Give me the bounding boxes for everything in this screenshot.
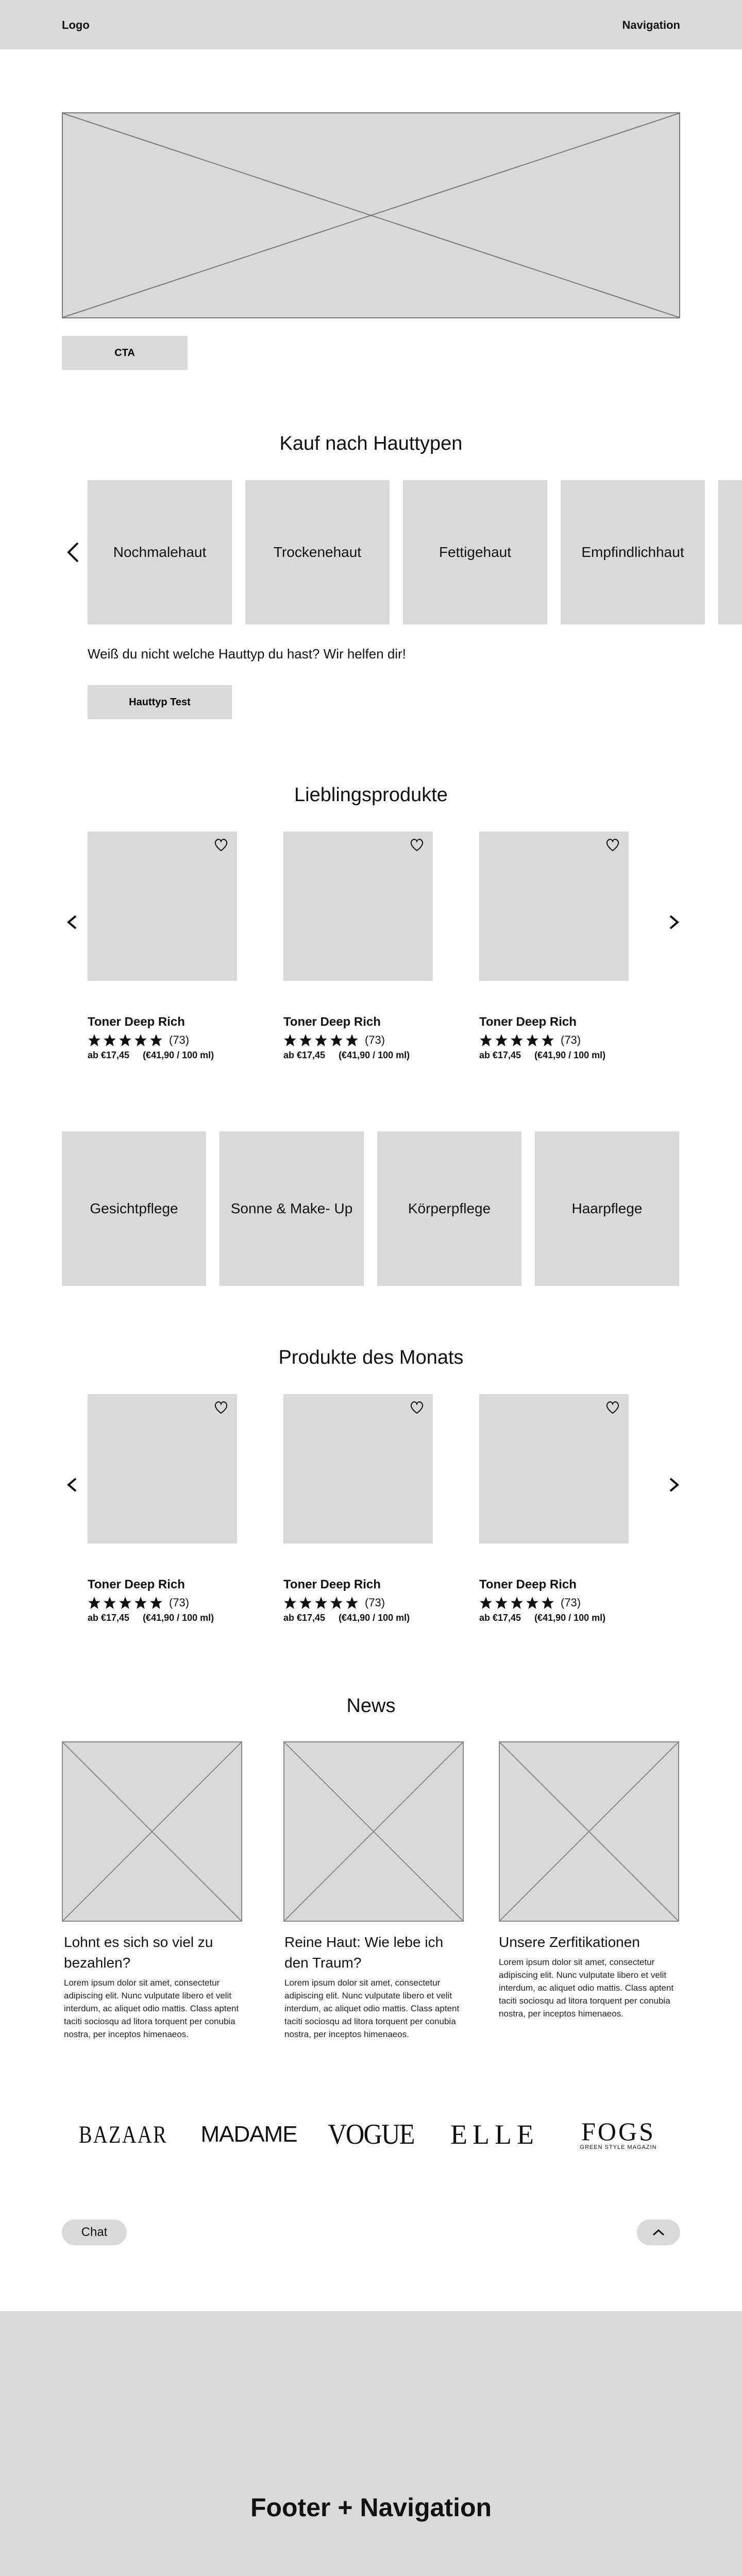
chevron-left-icon — [64, 1473, 80, 1496]
product-card[interactable] — [88, 1394, 237, 1623]
scroll-top-button[interactable] — [637, 2219, 680, 2245]
skin-type-card[interactable]: Fettigehaut — [403, 480, 547, 624]
product-rating — [88, 1033, 237, 1047]
product-price: ab €17,45 (€41,90 / 100 ml) — [88, 1050, 214, 1060]
star-icon — [103, 1596, 116, 1609]
favorites-title: Lieblingsprodukte — [294, 784, 448, 806]
cta-button[interactable]: CTA — [62, 336, 188, 370]
image-placeholder-icon — [284, 1742, 463, 1921]
product-card[interactable] — [479, 832, 629, 1061]
star-icon — [103, 1033, 116, 1047]
review-count: (73) — [365, 1033, 385, 1046]
image-placeholder-icon — [500, 1742, 678, 1921]
skin-type-test-button[interactable]: Hauttyp Test — [88, 685, 232, 719]
product-price: ab €17,45 (€41,90 / 100 ml) — [88, 1613, 214, 1623]
brand-logo-madame: MADAME — [200, 2122, 297, 2147]
heart-icon[interactable] — [605, 1400, 620, 1415]
brand-logo-vogue: VOGUE — [328, 2119, 414, 2150]
product-price: ab €17,45 (€41,90 / 100 ml) — [283, 1050, 410, 1060]
star-icon — [510, 1033, 524, 1047]
product-name[interactable]: Toner Deep Rich — [283, 1015, 381, 1029]
category-tile[interactable]: Sonne & Make- Up — [220, 1131, 364, 1286]
product-name[interactable]: Toner Deep Rich — [88, 1578, 185, 1591]
image-placeholder-icon — [63, 113, 679, 317]
star-icon — [119, 1033, 132, 1047]
star-icon — [345, 1596, 359, 1609]
star-icon — [149, 1596, 163, 1609]
favorites-prev-button[interactable] — [62, 907, 82, 938]
star-icon — [88, 1596, 101, 1609]
star-icon — [149, 1033, 163, 1047]
chevron-right-icon — [666, 1473, 682, 1496]
news-article[interactable] — [284, 1932, 465, 2041]
heart-icon[interactable] — [409, 838, 425, 852]
product-name[interactable]: Toner Deep Rich — [88, 1015, 185, 1029]
product-rating — [479, 1033, 629, 1047]
heart-icon[interactable] — [213, 1400, 229, 1415]
star-icon — [134, 1596, 147, 1609]
star-icon — [283, 1596, 297, 1609]
footer: Footer + Navigation — [0, 2311, 742, 2576]
news-article-body: Lorem ipsum dolor sit amet, consectetur adipiscing elit. Nunc vulputate libero et velit interdum, ac aliquet odio mattis. Class aptent taciti sociosqu ad litora torquent per conubia nostra, per inceptos himenaeos. — [284, 1978, 460, 2039]
product-card[interactable] — [88, 832, 237, 1061]
news-article-body: Lorem ipsum dolor sit amet, consectetur adipiscing elit. Nunc vulputate libero et velit interdum, ac aliquet odio mattis. Class aptent taciti sociosqu ad litora torquent per conubia nostra, per inceptos himenaeos. — [499, 1957, 674, 2019]
image-placeholder-icon — [63, 1742, 241, 1921]
product-rating — [479, 1596, 629, 1609]
news-article-title[interactable]: Reine Haut: Wie lebe ich den Traum? — [284, 1934, 444, 1971]
star-icon — [299, 1033, 312, 1047]
star-icon — [330, 1033, 343, 1047]
review-count: (73) — [169, 1033, 190, 1046]
skin-type-card-partial[interactable] — [718, 480, 742, 624]
star-icon — [314, 1033, 328, 1047]
star-icon — [526, 1596, 539, 1609]
chevron-right-icon — [666, 911, 682, 934]
star-icon — [119, 1596, 132, 1609]
news-title: News — [346, 1695, 396, 1717]
brand-logo-bazaar: BAZAAR — [78, 2121, 168, 2148]
star-icon — [314, 1596, 328, 1609]
heart-icon[interactable] — [605, 838, 620, 852]
monthly-next-button[interactable] — [664, 1469, 684, 1500]
product-price: ab €17,45 (€41,90 / 100 ml) — [479, 1613, 606, 1623]
star-icon — [283, 1033, 297, 1047]
review-count: (73) — [561, 1596, 581, 1609]
skin-type-card[interactable]: Empfindlichhaut — [561, 480, 705, 624]
review-count: (73) — [561, 1033, 581, 1046]
product-rating — [283, 1596, 433, 1609]
skin-type-card[interactable]: Nochmalehaut — [88, 480, 232, 624]
product-image — [88, 1394, 237, 1544]
skin-type-help-text: Weiß du nicht welche Hauttyp du hast? Wir helfen dir! — [88, 646, 407, 662]
header — [0, 0, 742, 49]
news-image-placeholder[interactable] — [499, 1741, 679, 1922]
star-icon — [479, 1033, 493, 1047]
product-card[interactable] — [283, 1394, 433, 1623]
star-icon — [541, 1033, 554, 1047]
news-article[interactable] — [499, 1932, 679, 2020]
product-image — [479, 1394, 629, 1544]
star-icon — [495, 1596, 508, 1609]
star-icon — [299, 1596, 312, 1609]
product-image — [283, 1394, 433, 1544]
favorites-next-button[interactable] — [664, 907, 684, 938]
brand-logo-fogs: FOGS GREEN STYLE MAGAZIN — [580, 2117, 657, 2150]
product-card[interactable] — [479, 1394, 629, 1623]
category-tile[interactable]: Haarpflege — [535, 1131, 679, 1286]
product-price: ab €17,45 (€41,90 / 100 ml) — [283, 1613, 410, 1623]
chevron-up-icon — [651, 2227, 666, 2238]
monthly-prev-button[interactable] — [62, 1469, 82, 1500]
product-name[interactable]: Toner Deep Rich — [479, 1015, 577, 1029]
hero-image-placeholder — [62, 112, 680, 318]
product-image — [479, 832, 629, 981]
skin-types-title: Kauf nach Hauttypen — [279, 433, 463, 454]
star-icon — [330, 1596, 343, 1609]
chevron-left-icon — [64, 911, 80, 934]
category-tile[interactable]: Körperpflege — [377, 1131, 521, 1286]
news-image-placeholder[interactable] — [62, 1741, 242, 1922]
news-article-title[interactable]: Lohnt es sich so viel zu bezahlen? — [64, 1934, 213, 1971]
product-card[interactable] — [283, 832, 433, 1061]
star-icon — [495, 1033, 508, 1047]
heart-icon[interactable] — [213, 838, 229, 852]
product-price: ab €17,45 (€41,90 / 100 ml) — [479, 1050, 606, 1060]
product-rating — [88, 1596, 237, 1609]
product-name[interactable]: Toner Deep Rich — [283, 1578, 381, 1591]
logo[interactable]: Logo — [62, 19, 90, 31]
star-icon — [134, 1033, 147, 1047]
news-image-placeholder[interactable] — [283, 1741, 464, 1922]
skin-types-prev-button[interactable] — [63, 537, 83, 568]
star-icon — [541, 1596, 554, 1609]
star-icon — [479, 1596, 493, 1609]
star-icon — [526, 1033, 539, 1047]
star-icon — [345, 1033, 359, 1047]
monthly-products-title: Produkte des Monats — [278, 1347, 464, 1368]
product-image — [88, 832, 237, 981]
brand-logo-elle: ELLE — [450, 2119, 539, 2150]
product-rating — [283, 1033, 433, 1047]
news-article[interactable] — [64, 1932, 244, 2041]
review-count: (73) — [365, 1596, 385, 1609]
navigation-menu[interactable]: Navigation — [622, 19, 680, 31]
product-image — [283, 832, 433, 981]
news-article-body: Lorem ipsum dolor sit amet, consectetur adipiscing elit. Nunc vulputate libero et velit interdum, ac aliquet odio mattis. Class aptent taciti sociosqu ad litora torquent per conubia nostra, per inceptos himenaeos. — [64, 1978, 239, 2039]
news-article-title[interactable]: Unsere Zerfitikationen — [499, 1934, 640, 1950]
review-count: (73) — [169, 1596, 190, 1609]
star-icon — [510, 1596, 524, 1609]
heart-icon[interactable] — [409, 1400, 425, 1415]
skin-type-card[interactable]: Trockenehaut — [245, 480, 390, 624]
chevron-left-icon — [65, 541, 81, 564]
chat-button[interactable]: Chat — [62, 2219, 127, 2245]
category-tile[interactable]: Gesichtpflege — [62, 1131, 206, 1286]
product-name[interactable]: Toner Deep Rich — [479, 1578, 577, 1591]
star-icon — [88, 1033, 101, 1047]
